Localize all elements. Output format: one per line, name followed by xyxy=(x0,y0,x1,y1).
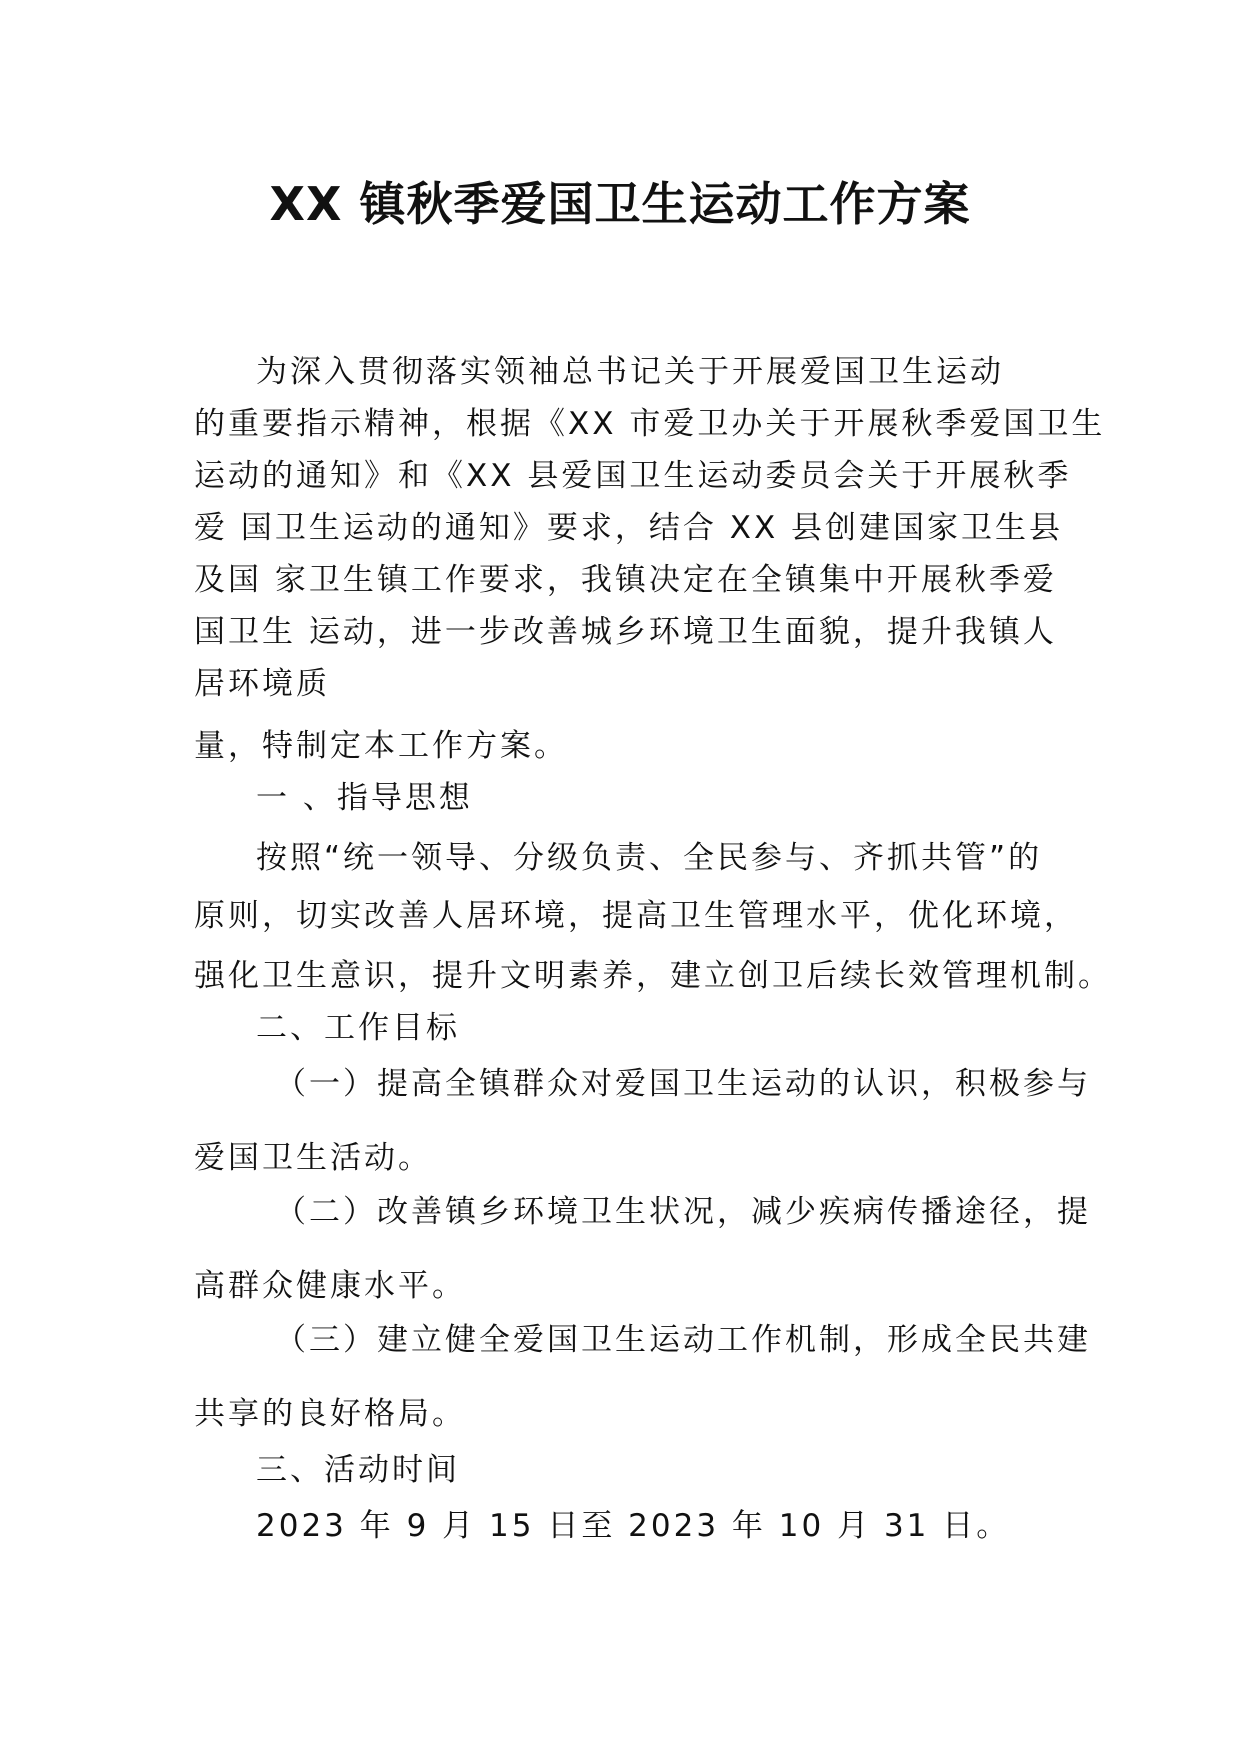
activity-time-text: 2023 年 9 月 15 日至 2023 年 10 月 31 日。 xyxy=(256,1508,1011,1544)
goal-item-line: 共享的良好格局。 xyxy=(194,1396,466,1432)
section-heading-activity-time: 三、活动时间 xyxy=(256,1452,460,1488)
intro-line: 运动的通知》和《XX 县爱国卫生运动委员会关于开展秋季 xyxy=(194,458,1072,494)
intro-line: 为深入贯彻落实领袖总书记关于开展爱国卫生运动 xyxy=(256,354,1004,390)
goal-item-line: （三）建立健全爱国卫生运动工作机制，形成全民共建 xyxy=(275,1322,1091,1358)
goal-item-line: （二）改善镇乡环境卫生状况，减少疾病传播途径，提 xyxy=(275,1194,1091,1230)
intro-line: 量，特制定本工作方案。 xyxy=(194,728,568,764)
section-heading-work-goals: 二、工作目标 xyxy=(256,1010,460,1046)
section1-line: 按照“统一领导、分级负责、全民参与、齐抓共管”的 xyxy=(256,840,1043,876)
goal-item-line: 爱国卫生活动。 xyxy=(194,1140,432,1176)
section1-line: 原则，切实改善人居环境，提高卫生管理水平，优化环境， xyxy=(194,898,1078,934)
goal-item-line: 高群众健康水平。 xyxy=(194,1268,466,1304)
intro-line: 的重要指示精神，根据《XX 市爱卫办关于开展秋季爱国卫生 xyxy=(194,406,1106,442)
goal-item-line: （一）提高全镇群众对爱国卫生运动的认识，积极参与 xyxy=(275,1066,1091,1102)
intro-line: 及国 家卫生镇工作要求，我镇决定在全镇集中开展秋季爱 xyxy=(194,562,1057,598)
intro-line: 居环境质 xyxy=(194,666,330,702)
intro-line: 爱 国卫生运动的通知》要求，结合 XX 县创建国家卫生县 xyxy=(194,510,1064,546)
section1-line: 强化卫生意识，提升文明素养，建立创卫后续长效管理机制。 xyxy=(194,958,1112,994)
section-heading-guiding-ideology: 一 、指导思想 xyxy=(256,780,473,816)
intro-line: 国卫生 运动，进一步改善城乡环境卫生面貌，提升我镇人 xyxy=(194,614,1057,650)
document-title: XX 镇秋季爱国卫生运动工作方案 xyxy=(269,177,971,231)
